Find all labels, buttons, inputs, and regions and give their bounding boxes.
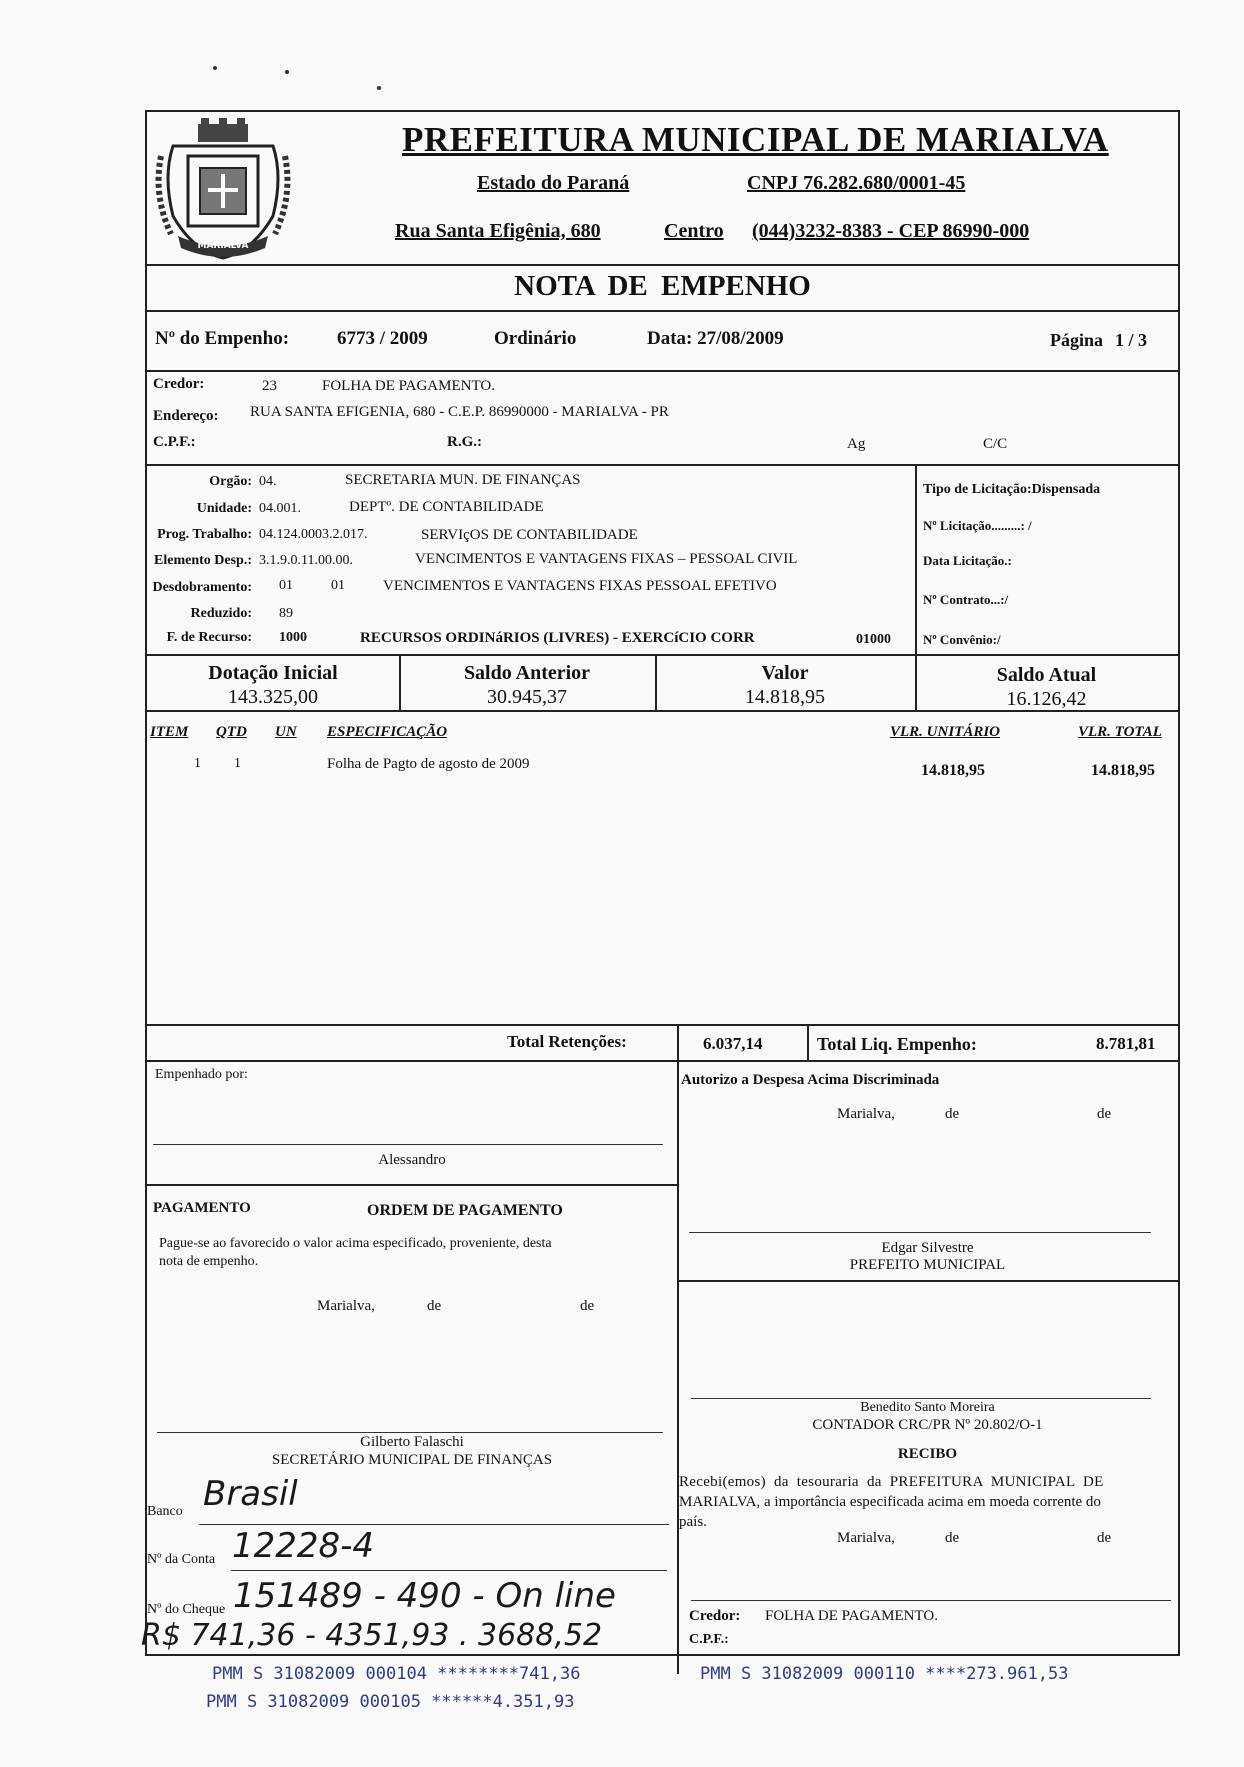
credor-label: Credor: bbox=[153, 376, 205, 392]
divider bbox=[147, 654, 1178, 656]
prefeito-name: Edgar Silvestre bbox=[881, 1240, 974, 1256]
orgao-label: Orgão: bbox=[209, 474, 252, 489]
reduzido-value: 89 bbox=[279, 606, 293, 621]
divider bbox=[147, 264, 1178, 266]
unidade-label: Unidade: bbox=[196, 501, 252, 516]
valor-label: Valor bbox=[761, 662, 809, 684]
item-number: 1 bbox=[194, 756, 201, 771]
valor-value: 14.818,95 bbox=[745, 686, 825, 708]
conta-label: Nº da Conta bbox=[147, 1552, 216, 1567]
recibo-line-3: país. bbox=[679, 1514, 707, 1530]
conta-handwritten: 12228-4 bbox=[232, 1526, 375, 1566]
saldo-atual-label: Saldo Atual bbox=[996, 664, 1097, 686]
secretario-title: SECRETÁRIO MUNICIPAL DE FINANÇAS bbox=[271, 1452, 553, 1468]
saldo-anterior-value: 30.945,37 bbox=[487, 686, 567, 708]
pagamento-de-1: de bbox=[427, 1298, 442, 1314]
unidade-code: 04.001. bbox=[259, 501, 301, 516]
district: Centro bbox=[664, 220, 724, 242]
pagamento-label: PAGAMENTO bbox=[153, 1200, 251, 1216]
recibo-title: RECIBO bbox=[897, 1446, 958, 1462]
prog-trabalho-name: SERVIçOS DE CONTABILIDADE bbox=[421, 527, 638, 543]
speck bbox=[377, 86, 381, 90]
item-vlr-unitario: 14.818,95 bbox=[921, 762, 985, 779]
account-label: C/C bbox=[983, 436, 1008, 452]
licitacao-type: Tipo de Licitação:Dispensada bbox=[923, 482, 1101, 497]
item-vlr-total: 14.818,95 bbox=[1091, 762, 1155, 779]
saldo-anterior-label: Saldo Anterior bbox=[463, 662, 591, 684]
desdobramento-label: Desdobramento: bbox=[152, 580, 252, 595]
divider bbox=[807, 1024, 809, 1060]
document-frame bbox=[141, 110, 1180, 1656]
desdobramento-code-1: 01 bbox=[279, 578, 293, 593]
pagamento-city: Marialva, bbox=[317, 1298, 375, 1314]
signature-line bbox=[153, 1144, 663, 1145]
divider bbox=[147, 370, 1178, 372]
coat-of-arms-logo bbox=[153, 116, 293, 266]
rg-label: R.G.: bbox=[447, 434, 482, 450]
contrato-number: Nº Contrato...:/ bbox=[923, 592, 1009, 607]
underline bbox=[231, 1570, 667, 1571]
contador-name: Benedito Santo Moreira bbox=[860, 1400, 995, 1415]
autorizo-de-2: de bbox=[1097, 1106, 1112, 1122]
col-vlr-unitario: VLR. UNITÁRIO bbox=[890, 724, 1001, 740]
municipality-title: PREFEITURA MUNICIPAL DE MARIALVA bbox=[402, 120, 1109, 159]
elemento-label: Elemento Desp.: bbox=[154, 553, 252, 568]
dotacao-label: Dotação Inicial bbox=[208, 662, 338, 684]
cheque-handwritten: 151489 - 490 - On line bbox=[233, 1576, 616, 1616]
ordem-pagamento-title: ORDEM DE PAGAMENTO bbox=[367, 1202, 563, 1219]
address-label: Endereço: bbox=[153, 408, 219, 424]
recibo-credor-label: Credor: bbox=[689, 1608, 741, 1624]
cnpj: CNPJ 76.282.680/0001-45 bbox=[747, 172, 966, 194]
recibo-credor-value: FOLHA DE PAGAMENTO. bbox=[765, 1608, 938, 1624]
contador-title: CONTADOR CRC/PR Nº 20.802/O-1 bbox=[812, 1417, 1043, 1433]
col-especificacao: ESPECIFICAÇÃO bbox=[327, 724, 448, 740]
autorizo-de-1: de bbox=[945, 1106, 960, 1122]
autorizo-text: Autorizo a Despesa Acima Discriminada bbox=[681, 1072, 940, 1088]
item-especificacao: Folha de Pagto de agosto de 2009 bbox=[327, 756, 530, 772]
payment-stamp-1: PMM S 31082009 000104 ********741,36 bbox=[212, 1664, 581, 1684]
credor-name: FOLHA DE PAGAMENTO. bbox=[322, 378, 495, 394]
col-un: UN bbox=[275, 724, 297, 740]
recibo-line-2: MARIALVA, a importância especificada acima em moeda corrente do bbox=[679, 1494, 1101, 1510]
total-retencoes-value: 6.037,14 bbox=[703, 1034, 763, 1053]
recibo-city: Marialva, bbox=[837, 1530, 895, 1546]
page-number: 1 / 3 bbox=[1115, 330, 1148, 350]
banco-label: Banco bbox=[147, 1504, 183, 1519]
item-qtd: 1 bbox=[234, 756, 241, 771]
divider bbox=[147, 310, 1178, 312]
page-label: Página bbox=[1050, 330, 1104, 350]
divider bbox=[147, 1024, 1178, 1026]
prefeito-title: PREFEITO MUNICIPAL bbox=[849, 1257, 1006, 1273]
col-item: ITEM bbox=[150, 724, 189, 740]
total-retencoes-label: Total Retenções: bbox=[507, 1032, 627, 1051]
pagamento-text-line-2: nota de empenho. bbox=[159, 1254, 259, 1269]
phone-cep: (044)3232-8383 - CEP 86990-000 bbox=[752, 220, 1030, 242]
document-title: NOTA DE EMPENHO bbox=[514, 270, 811, 302]
unidade-name: DEPTº. DE CONTABILIDADE bbox=[349, 499, 544, 515]
divider bbox=[147, 464, 1178, 466]
divider bbox=[147, 1060, 1178, 1062]
divider bbox=[915, 464, 917, 654]
center-divider bbox=[677, 1024, 679, 1674]
speck bbox=[285, 70, 289, 74]
convenio-number: Nº Convênio:/ bbox=[923, 632, 1001, 647]
pagamento-de-2: de bbox=[580, 1298, 595, 1314]
credor-code: 23 bbox=[262, 378, 277, 394]
empenho-type: Ordinário bbox=[494, 328, 577, 349]
banco-handwritten: Brasil bbox=[203, 1474, 298, 1514]
desdobramento-name: VENCIMENTOS E VANTAGENS FIXAS PESSOAL EFETIVO bbox=[383, 578, 777, 594]
licitacao-date: Data Licitação.: bbox=[923, 553, 1012, 568]
cheque-label: Nº do Cheque bbox=[147, 1602, 226, 1617]
col-vlr-total: VLR. TOTAL bbox=[1078, 724, 1162, 740]
elemento-code: 3.1.9.0.11.00.00. bbox=[259, 553, 353, 568]
total-liq-value: 8.781,81 bbox=[1096, 1034, 1156, 1053]
speck bbox=[213, 66, 217, 70]
signature-line bbox=[691, 1398, 1151, 1399]
recurso-label: F. de Recurso: bbox=[166, 630, 252, 645]
total-liq-label: Total Liq. Empenho: bbox=[817, 1034, 977, 1054]
saldo-atual-value: 16.126,42 bbox=[1006, 688, 1087, 710]
divider bbox=[677, 1280, 1178, 1282]
state-name: Estado do Paraná bbox=[477, 172, 630, 194]
recibo-line-1: Recebi(emos) da tesouraria da PREFEITURA MUNICIPAL DE bbox=[679, 1474, 1104, 1490]
empenho-number-label: Nº do Empenho: bbox=[155, 328, 290, 349]
elemento-name: VENCIMENTOS E VANTAGENS FIXAS – PESSOAL CIVIL bbox=[415, 551, 798, 567]
secretario-name: Gilberto Falaschi bbox=[360, 1434, 464, 1450]
dotacao-value: 143.325,00 bbox=[228, 686, 318, 708]
empenhado-name: Alessandro bbox=[378, 1152, 446, 1168]
orgao-code: 04. bbox=[259, 474, 277, 489]
empenhado-label: Empenhado por: bbox=[155, 1067, 248, 1082]
licitacao-number: Nº Licitação.........: / bbox=[923, 518, 1032, 533]
desdobramento-code-2: 01 bbox=[331, 578, 345, 593]
recurso-name: RECURSOS ORDINáRIOS (LIVRES) - EXERCíCIO CORR bbox=[360, 630, 755, 646]
col-qtd: QTD bbox=[216, 724, 247, 740]
svg-text:MARIALVA: MARIALVA bbox=[197, 241, 249, 251]
recurso-code: 1000 bbox=[279, 630, 307, 645]
empenho-date: Data: 27/08/2009 bbox=[647, 328, 784, 349]
orgao-name: SECRETARIA MUN. DE FINANÇAS bbox=[345, 472, 581, 488]
prog-trabalho-code: 04.124.0003.2.017. bbox=[259, 527, 368, 542]
autorizo-city: Marialva, bbox=[837, 1106, 895, 1122]
payment-stamp-3: PMM S 31082009 000110 ****273.961,53 bbox=[700, 1664, 1069, 1684]
recibo-de-2: de bbox=[1097, 1530, 1112, 1546]
pagamento-text-line-1: Pague-se ao favorecido o valor acima especificado, proveniente, desta bbox=[159, 1236, 552, 1251]
recibo-cpf-label: C.P.F.: bbox=[689, 1632, 729, 1647]
empenho-number: 6773 / 2009 bbox=[337, 328, 428, 349]
street-address: Rua Santa Efigênia, 680 bbox=[395, 220, 601, 242]
signature-line bbox=[689, 1232, 1151, 1233]
credor-address: RUA SANTA EFIGENIA, 680 - C.E.P. 86990000 - MARIALVA - PR bbox=[250, 404, 669, 420]
recurso-code-2: 01000 bbox=[856, 632, 891, 647]
signature-line bbox=[691, 1600, 1171, 1601]
agency-label: Ag bbox=[847, 436, 866, 452]
divider bbox=[147, 710, 1178, 712]
signature-line bbox=[157, 1432, 663, 1433]
divider bbox=[147, 1184, 677, 1186]
prog-trabalho-label: Prog. Trabalho: bbox=[157, 527, 252, 542]
underline bbox=[199, 1524, 669, 1525]
payment-stamp-2: PMM S 31082009 000105 ******4.351,93 bbox=[206, 1692, 575, 1712]
reduzido-label: Reduzido: bbox=[190, 606, 252, 621]
recibo-de-1: de bbox=[945, 1530, 960, 1546]
cpf-label: C.P.F.: bbox=[153, 434, 196, 450]
handwritten-sum: R$ 741,36 - 4351,93 . 3688,52 bbox=[141, 1618, 603, 1653]
